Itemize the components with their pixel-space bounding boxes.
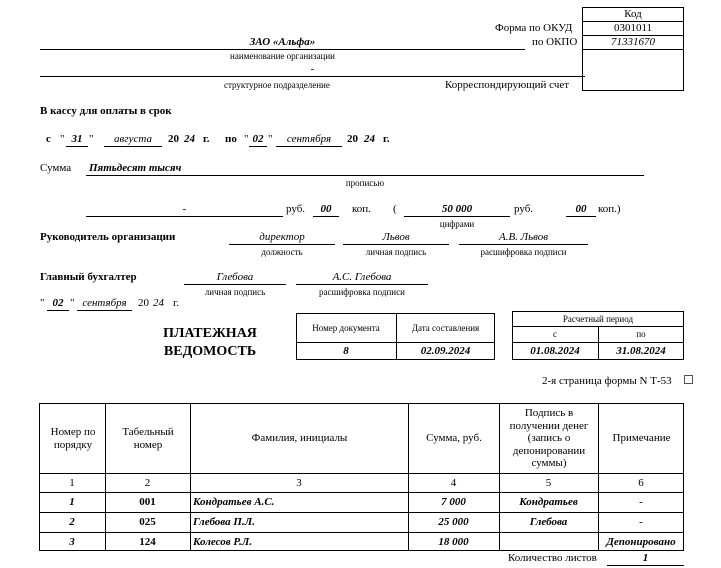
head-decoding-caption: расшифровка подписи: [480, 247, 567, 257]
col-num-3: 3: [296, 476, 302, 489]
period-from-day: 31: [71, 133, 83, 145]
org-name: ЗАО «Альфа»: [249, 36, 316, 48]
period-to-prefix: по: [225, 133, 237, 145]
table-row-3-signature: [499, 533, 598, 551]
period-to-day: 02: [252, 133, 264, 145]
page-title-line1: ПЛАТЕЖНАЯ: [163, 326, 257, 341]
head-signature-caption: личная подпись: [365, 247, 427, 257]
table-row-2-sum: 25 000: [438, 516, 469, 529]
doc-number-header: Номер документа: [312, 322, 380, 333]
period-to-year-suffix: г.: [383, 133, 390, 145]
period-from-year: 24: [184, 133, 195, 145]
table-row-3-sum: 18 000: [438, 535, 469, 548]
head-signature: Львов: [382, 231, 410, 243]
period-to-year-prefix: 20: [347, 133, 358, 145]
th-signature: Подпись в получении денег (запись о депонировании суммы): [509, 406, 589, 470]
page-note: 2-я страница формы N Т-53: [542, 375, 672, 387]
col-num-2: 2: [144, 476, 151, 489]
head-label: Руководитель организации: [40, 231, 176, 243]
accountant-decoding-caption: расшифровка подписи: [319, 287, 405, 297]
amount-words-caption: прописью: [345, 178, 385, 188]
doc-date: 02.09.2024: [420, 345, 471, 358]
amount-kop-label: коп.: [352, 203, 371, 215]
amount-rub-words: -: [182, 203, 187, 215]
amount-kop-digits: 00: [575, 203, 587, 215]
period-to-year: 24: [364, 133, 375, 145]
division-caption: структурное подразделение: [224, 80, 330, 90]
date-day: 02: [52, 297, 64, 309]
org-name-caption: наименование организации: [230, 51, 335, 61]
period-from-month: августа: [114, 133, 152, 145]
table-row-3-number: 3: [69, 535, 75, 548]
amount-kop-label2: коп.): [598, 203, 621, 215]
th-name: Фамилия, инициалы: [251, 432, 348, 445]
col-num-6: 6: [638, 476, 644, 489]
calc-period-to: 31.08.2024: [616, 345, 666, 358]
head-position-caption: должность: [261, 247, 303, 257]
amount-rub-label: руб.: [286, 203, 306, 215]
col-num-1: 1: [69, 476, 75, 489]
period-from-prefix: с: [46, 133, 51, 145]
table-row-1-tab: 001: [139, 496, 156, 509]
amount-open-paren: (: [393, 203, 397, 215]
table-row-1-sum: 7 000: [441, 496, 466, 509]
date-suffix: г.: [173, 297, 180, 309]
amount-label: Сумма: [40, 162, 72, 174]
accountant-signature: Глебова: [216, 271, 254, 283]
okpo-label: по ОКПО: [532, 36, 578, 48]
okpo-value: 71331670: [611, 36, 655, 48]
col-num-4: 4: [450, 476, 457, 489]
doc-date-header: Дата составления: [411, 322, 480, 333]
calc-period-from: 01.08.2024: [530, 345, 580, 358]
period-from-year-prefix: 20: [168, 133, 179, 145]
amount-kop-words: 00: [320, 203, 332, 215]
head-decoding: А.В. Львов: [498, 231, 549, 243]
date-year-prefix: 20: [138, 297, 149, 309]
col-num-5: 5: [545, 476, 552, 489]
amount-digits-caption: цифрами: [439, 219, 475, 229]
calc-period-to-label: по: [636, 329, 646, 340]
forma-okud-value: 0301011: [613, 22, 653, 34]
table-row-3-name: Колесов Р.Л.: [193, 536, 253, 548]
th-sum: Сумма, руб.: [426, 432, 482, 445]
table-row-2-number: 2: [69, 516, 75, 529]
table-row-2-note: -: [639, 516, 643, 529]
period-heading: В кассу для оплаты в срок: [40, 105, 172, 117]
accountant-signature-caption: личная подпись: [204, 287, 266, 297]
table-row-1-signature: Кондратьев: [519, 496, 578, 509]
forma-okud-label: Форма по ОКУД: [495, 22, 573, 34]
table-row-2-tab: 025: [139, 516, 156, 529]
table-row-1-note: -: [639, 496, 643, 509]
amount-digits: 50 000: [441, 203, 473, 215]
calc-period-header: Расчетный период: [562, 313, 634, 324]
checkbox-icon: [684, 375, 693, 384]
date-month: сентября: [82, 297, 127, 309]
th-note: Примечание: [612, 432, 671, 445]
code-header: Код: [624, 8, 642, 20]
table-row-3-tab: 124: [139, 535, 156, 548]
date-year: 24: [153, 297, 164, 309]
division: -: [310, 63, 315, 75]
period-to-month: сентября: [286, 133, 332, 145]
accountant-decoding: А.С. Глебова: [332, 271, 392, 283]
table-row-2-signature: Глебова: [529, 516, 568, 529]
th-tab-number: Табельный номер: [122, 425, 174, 451]
table-row-2-name: Глебова П.Л.: [193, 516, 255, 528]
table-row-3-note: Депонировано: [606, 535, 676, 548]
corr-account-label: Корреспондирующий счет: [445, 79, 570, 91]
table-row-1-number: 1: [69, 496, 75, 509]
th-number: Номер по порядку: [50, 425, 96, 451]
amount-rub-label2: руб.: [514, 203, 534, 215]
head-position: директор: [259, 231, 305, 243]
page-title-line2: ВЕДОМОСТЬ: [163, 344, 257, 359]
sheets-label: Количество листов: [508, 552, 597, 564]
sheets-value: 1: [642, 552, 649, 564]
table-row-1-name: Кондратьев А.С.: [193, 496, 275, 508]
amount-words: Пятьдесят тысяч: [89, 162, 182, 174]
doc-number: 8: [343, 345, 349, 358]
period-year-suffix: г.: [203, 133, 210, 145]
calc-period-from-label: с: [553, 329, 557, 340]
accountant-label: Главный бухгалтер: [40, 271, 137, 283]
